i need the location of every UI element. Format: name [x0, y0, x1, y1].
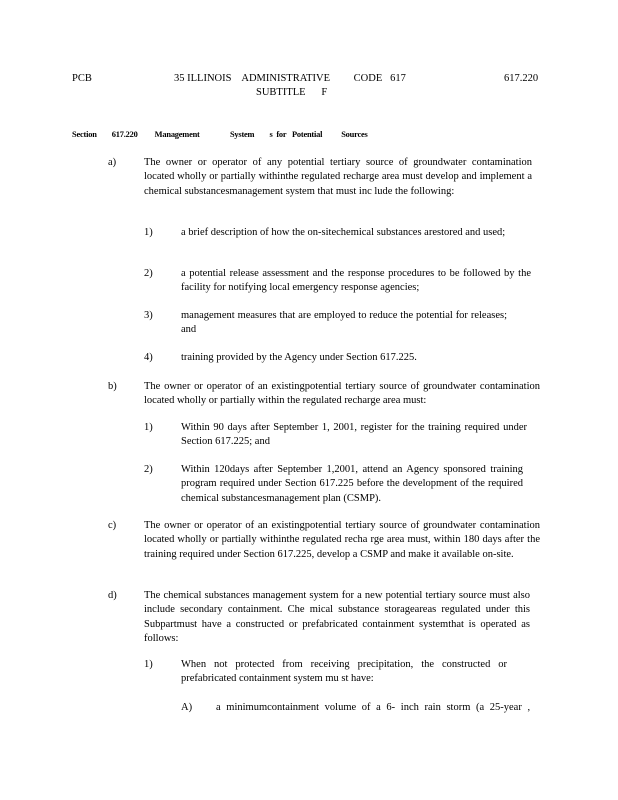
subsection-label-a: a)	[108, 157, 117, 168]
subsection-label-d: d)	[108, 590, 117, 601]
subitem-d1a-text: a minimumcontainment volume of a 6- inch rain storm (a 25-year ,	[216, 702, 531, 713]
header-code-title: 35 ILLINOIS ADMINISTRATIVE CODE 617	[174, 73, 406, 84]
item-label-b2: 2)	[144, 464, 153, 475]
subsection-b-text: The owner or operator of an existingpotential tertiary source of groundwater contamination located wholly or partially within the regulated recharge area must:	[144, 381, 540, 407]
item-label-a2: 2)	[144, 268, 153, 279]
item-label-b1: 1)	[144, 422, 153, 433]
item-label-a4: 4)	[144, 352, 153, 363]
item-label-d1: 1)	[144, 659, 153, 670]
item-label-a3: 3)	[144, 310, 153, 321]
subsection-d-text: The chemical substances management system for a new potential tertiary source must also include secondary containment. Che mical substance storageareas regulated under this Subpartmust have a constructed or prefabricated containment systemthat is operated as follows:	[144, 590, 530, 644]
header-subtitle: SUBTITLE F	[256, 87, 328, 98]
item-b1-text: Within 90 days after September 1, 2001, register for the training required under Section 617.225; and	[181, 422, 527, 448]
subitem-label-d1a: A)	[181, 702, 193, 713]
item-label-a1: 1)	[144, 227, 153, 238]
subsection-label-b: b)	[108, 381, 117, 392]
subsection-label-c: c)	[108, 520, 117, 531]
item-a1-text: a brief description of how the on-sitechemical substances arestored and used;	[181, 227, 506, 238]
header-agency: PCB	[72, 73, 92, 84]
subsection-c-text: The owner or operator of an existingpotential tertiary source of groundwater contamination located wholly or partially withinthe regulated recha rge area must, within 180 days after the training required under Section 617.225, develop a CSMP and make it available on-site.	[144, 520, 540, 560]
header-section-number: 617.220	[504, 73, 539, 84]
item-a4-text: training provided by the Agency under Section 617.225.	[181, 352, 417, 363]
subsection-a-text: The owner or operator of any potential tertiary source of groundwater contamination located wholly or partially withinthe regulated recharge area must develop and implement a chemical substancesmanagement system that must inc lude the following:	[144, 157, 532, 197]
item-d1-text: When not protected from receiving precipitation, the constructed or prefabricated containment system mu st have:	[181, 659, 507, 685]
item-a3-text: management measures that are employed to reduce the potential for releases; and	[181, 310, 507, 336]
section-title: Section 617.220 Management System s for Potential Sources	[72, 130, 368, 139]
item-a2-text: a potential release assessment and the response procedures to be followed by the facility for notifying local emergency response agencies;	[181, 268, 531, 294]
item-b2-text: Within 120days after September 1,2001, attend an Agency sponsored training program required under Section 617.225 before the development of the required chemical substancesmanagement plan (CSMP).	[181, 464, 523, 504]
